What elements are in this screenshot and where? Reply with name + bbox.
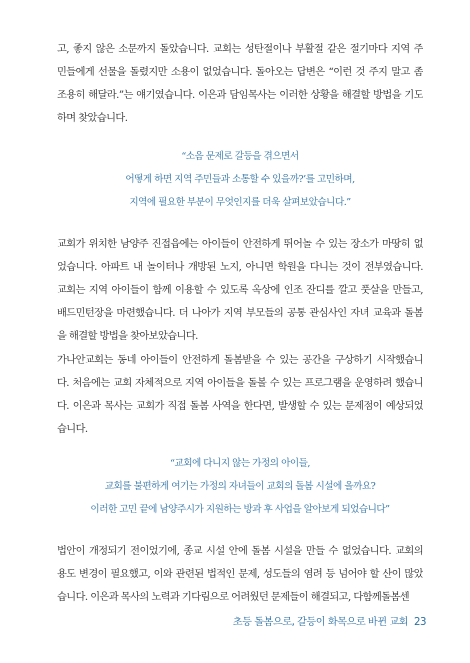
text-line: 민들에게 선물을 돌렸지만 소용이 없었습니다. 돌아오는 답변은 “이런 것 주지 말고 좀 bbox=[57, 67, 423, 78]
quote-line: 교회를 불편하게 여기는 가정의 자녀들이 교회의 돌봄 시설에 올까요? bbox=[104, 481, 376, 492]
text-line: 다. 이은과 목사는 교회가 직접 돌봄 사역을 한다면, 발생할 수 있는 문제점이 예상되었 bbox=[57, 401, 423, 412]
text-line: 습니다. bbox=[57, 424, 88, 435]
text-line: 조용히 해달라.”는 얘기였습니다. 이은과 담임목사는 이러한 상황을 해결할 방법을 기도 bbox=[57, 90, 423, 101]
quote-line: “소음 문제로 갈등을 겪으면서 bbox=[181, 151, 299, 162]
text-line: 용도 변경이 필요했고, 이와 관련된 법적인 문제, 성도들의 염려 등 넘어야 할 산이 많았 bbox=[57, 569, 423, 580]
text-line: 법안이 개정되기 전이었기에, 종교 시설 안에 돌봄 시설을 만들 수 없었습니다. 교회의 bbox=[57, 546, 423, 557]
quote-line: “교회에 다니지 않는 가정의 아이들, bbox=[170, 458, 310, 469]
page-footer bbox=[200, 613, 426, 628]
quote-line: 이러한 고민 끝에 남양주시가 지원하는 방과 후 사업을 알아보게 되었습니다” bbox=[90, 504, 390, 515]
paragraph-4 bbox=[57, 540, 423, 609]
text-line: 교회가 위치한 남양주 진접읍에는 아이들이 안전하게 뛰어놀 수 있는 장소가 마땅히 없 bbox=[57, 239, 423, 250]
text-line: 교회는 지역 아이들이 함께 이용할 수 있도록 옥상에 인조 잔디를 깔고 풋살을 만들고, bbox=[57, 285, 423, 296]
pull-quote-2 bbox=[57, 452, 423, 521]
text-line: 고, 좋지 않은 소문까지 돌았습니다. 교회는 성탄절이나 부활절 같은 절기마다 지역 주 bbox=[57, 44, 423, 55]
quote-line: 어떻게 하면 지역 주민들과 소통할 수 있을까?’를 고민하며, bbox=[125, 174, 355, 185]
text-line: 하며 찾았습니다. bbox=[57, 113, 128, 124]
text-line: 다. 처음에는 교회 자체적으로 지역 아이들을 돌볼 수 있는 프로그램을 운영하려 했습니 bbox=[57, 378, 423, 389]
running-title: 초등 돌봄으로, 갈등이 화목으로 바뀐 교회 bbox=[232, 617, 409, 628]
text-line: 을 해결할 방법을 찾아보았습니다. bbox=[57, 331, 198, 342]
pull-quote-1 bbox=[57, 145, 423, 214]
quote-line: 지역에 필요한 부분이 무엇인지를 더욱 살펴보았습니다.” bbox=[129, 197, 351, 208]
paragraph-3 bbox=[57, 349, 423, 441]
page-number: 23 bbox=[414, 617, 426, 628]
text-line: 배드민턴장을 마련했습니다. 더 나아가 지역 부모들의 공통 관심사인 자녀 교육과 돌봄 bbox=[57, 308, 423, 319]
text-line: 었습니다. 아파트 내 놀이터나 개방된 노지, 아니면 학원을 다니는 것이 전부였습니다. bbox=[57, 262, 423, 273]
text-line: 습니다. 이은과 목사의 노력과 기다림으로 어려웠던 문제들이 해결되고, 다함께돌봄센 bbox=[57, 592, 410, 603]
text-line: 가나안교회는 동네 아이들이 안전하게 돌봄받을 수 있는 공간을 구상하기 시작했습니 bbox=[57, 355, 423, 366]
paragraph-1 bbox=[57, 38, 423, 130]
paragraph-2 bbox=[57, 233, 423, 348]
